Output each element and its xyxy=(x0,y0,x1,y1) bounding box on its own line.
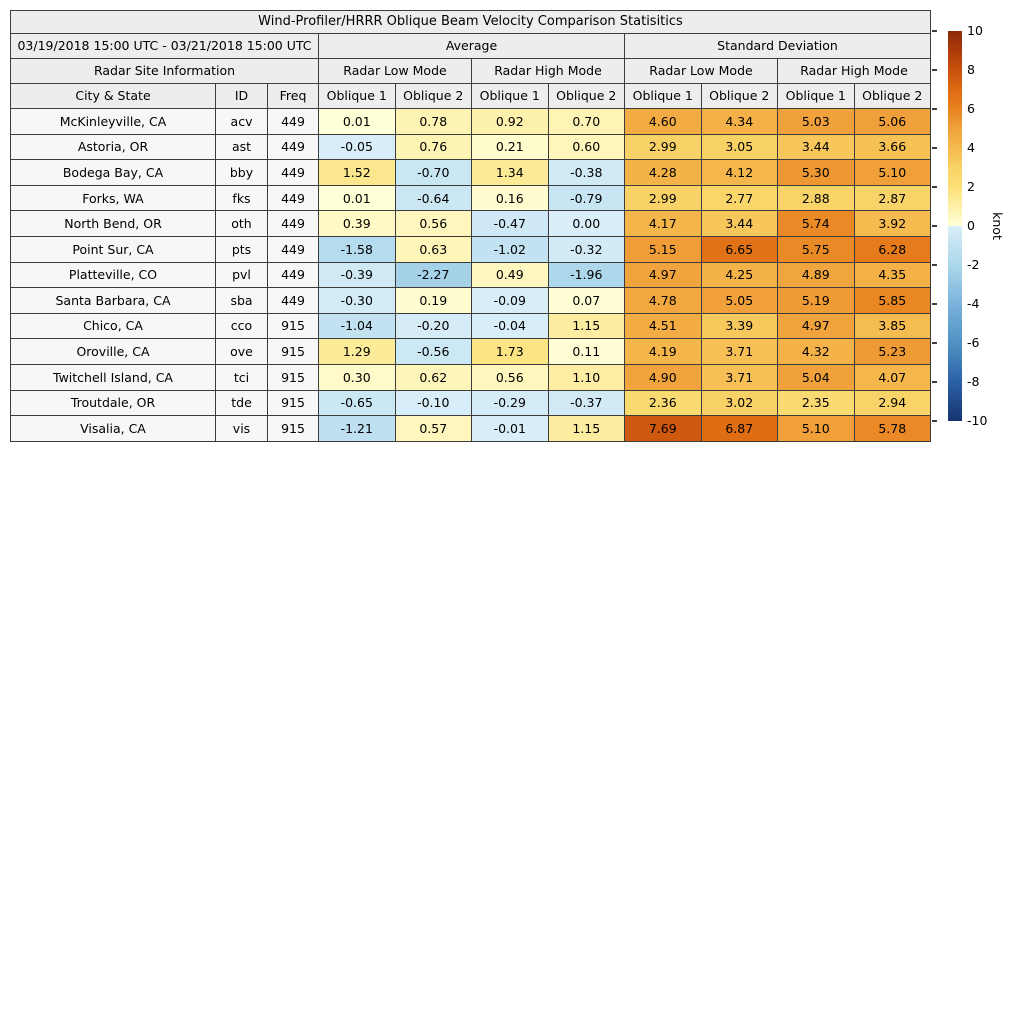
city-cell: Visalia, CA xyxy=(11,416,216,442)
table-row xyxy=(11,160,931,186)
value-cell: -1.21 xyxy=(319,416,396,442)
value-cell: 0.56 xyxy=(395,211,472,237)
id-cell: ast xyxy=(216,134,268,160)
id-cell: pvl xyxy=(216,262,268,288)
axis-tick xyxy=(932,381,937,383)
colorbar-gradient xyxy=(948,31,962,421)
id-cell: bby xyxy=(216,160,268,186)
id-cell: cco xyxy=(216,313,268,339)
axis-tick xyxy=(932,69,937,71)
city-cell: Chico, CA xyxy=(11,313,216,339)
value-cell: -0.65 xyxy=(319,390,396,416)
value-cell: 2.88 xyxy=(778,185,855,211)
colorbar-tick-label: -8 xyxy=(967,374,980,389)
table-row xyxy=(11,390,931,416)
table-body xyxy=(11,109,931,442)
freq-cell: 449 xyxy=(268,211,319,237)
value-cell: 5.30 xyxy=(778,160,855,186)
value-cell: 1.29 xyxy=(319,339,396,365)
table-row xyxy=(11,313,931,339)
axis-tick xyxy=(932,420,937,422)
colorbar-axis-label: knot xyxy=(990,212,1005,240)
colorbar-tick-label: 6 xyxy=(967,101,975,116)
value-cell: 7.69 xyxy=(625,416,702,442)
value-cell: 1.15 xyxy=(548,416,625,442)
value-cell: 3.44 xyxy=(701,211,778,237)
table-row xyxy=(11,211,931,237)
section-header-row xyxy=(11,34,931,59)
value-cell: 0.01 xyxy=(319,185,396,211)
table-row xyxy=(11,185,931,211)
colorbar-tick-label: 2 xyxy=(967,179,975,194)
id-cell: ove xyxy=(216,339,268,365)
value-cell: 2.99 xyxy=(625,185,702,211)
value-cell: 5.78 xyxy=(854,416,931,442)
value-cell: 0.16 xyxy=(472,185,549,211)
value-cell: -0.47 xyxy=(472,211,549,237)
value-cell: 5.75 xyxy=(778,236,855,262)
value-cell: -0.10 xyxy=(395,390,472,416)
value-cell: 0.39 xyxy=(319,211,396,237)
value-cell: 0.11 xyxy=(548,339,625,365)
stats-table-wrap xyxy=(10,10,931,442)
axis-tick xyxy=(932,303,937,305)
header-avg-low-mode: Radar Low Mode xyxy=(319,59,472,84)
value-cell: 0.70 xyxy=(548,109,625,135)
value-cell: 5.10 xyxy=(778,416,855,442)
date-range: 03/19/2018 15:00 UTC - 03/21/2018 15:00 UTC xyxy=(11,34,319,59)
value-cell: -0.04 xyxy=(472,313,549,339)
header-standard-deviation: Standard Deviation xyxy=(625,34,931,59)
value-cell: 4.78 xyxy=(625,288,702,314)
value-cell: -0.64 xyxy=(395,185,472,211)
value-cell: 0.92 xyxy=(472,109,549,135)
colorbar-tick-label: -10 xyxy=(967,413,988,428)
value-cell: 4.12 xyxy=(701,160,778,186)
freq-cell: 449 xyxy=(268,288,319,314)
value-cell: 5.19 xyxy=(778,288,855,314)
city-cell: Bodega Bay, CA xyxy=(11,160,216,186)
value-cell: 0.56 xyxy=(472,364,549,390)
value-cell: 4.07 xyxy=(854,364,931,390)
colorbar-tick-label: 8 xyxy=(967,62,975,77)
value-cell: 4.17 xyxy=(625,211,702,237)
axis-tick xyxy=(932,108,937,110)
value-cell: 3.92 xyxy=(854,211,931,237)
value-cell: -1.04 xyxy=(319,313,396,339)
value-cell: 3.39 xyxy=(701,313,778,339)
value-cell: 0.76 xyxy=(395,134,472,160)
value-cell: -0.32 xyxy=(548,236,625,262)
value-cell: 4.89 xyxy=(778,262,855,288)
value-cell: 3.05 xyxy=(701,134,778,160)
value-cell: 4.90 xyxy=(625,364,702,390)
axis-tick xyxy=(932,342,937,344)
value-cell: 0.78 xyxy=(395,109,472,135)
freq-cell: 449 xyxy=(268,160,319,186)
value-cell: 6.65 xyxy=(701,236,778,262)
value-cell: 5.03 xyxy=(778,109,855,135)
axis-tick xyxy=(932,186,937,188)
title-row xyxy=(11,11,931,34)
axis-tick xyxy=(932,264,937,266)
table-row xyxy=(11,262,931,288)
value-cell: 4.97 xyxy=(778,313,855,339)
header-avg-high-mode: Radar High Mode xyxy=(472,59,625,84)
value-cell: 4.34 xyxy=(701,109,778,135)
freq-cell: 449 xyxy=(268,236,319,262)
col-header-oblique: Oblique 2 xyxy=(701,84,778,109)
value-cell: 2.87 xyxy=(854,185,931,211)
value-cell: -0.79 xyxy=(548,185,625,211)
value-cell: -0.29 xyxy=(472,390,549,416)
table-row xyxy=(11,288,931,314)
table-row xyxy=(11,236,931,262)
value-cell: 1.73 xyxy=(472,339,549,365)
value-cell: 4.25 xyxy=(701,262,778,288)
city-cell: Twitchell Island, CA xyxy=(11,364,216,390)
value-cell: 0.07 xyxy=(548,288,625,314)
colorbar-tick-label: -4 xyxy=(967,296,980,311)
city-cell: Santa Barbara, CA xyxy=(11,288,216,314)
table-row xyxy=(11,109,931,135)
axis-tick xyxy=(932,30,937,32)
city-cell: Forks, WA xyxy=(11,185,216,211)
value-cell: 1.10 xyxy=(548,364,625,390)
value-cell: -0.38 xyxy=(548,160,625,186)
value-cell: 0.21 xyxy=(472,134,549,160)
freq-cell: 915 xyxy=(268,313,319,339)
id-cell: pts xyxy=(216,236,268,262)
city-cell: Troutdale, OR xyxy=(11,390,216,416)
city-cell: Astoria, OR xyxy=(11,134,216,160)
colorbar-tick-label: 0 xyxy=(967,218,975,233)
id-cell: vis xyxy=(216,416,268,442)
freq-cell: 915 xyxy=(268,339,319,365)
value-cell: 3.71 xyxy=(701,364,778,390)
col-header-oblique: Oblique 2 xyxy=(854,84,931,109)
value-cell: 4.97 xyxy=(625,262,702,288)
value-cell: -0.39 xyxy=(319,262,396,288)
value-cell: 0.01 xyxy=(319,109,396,135)
value-cell: 0.62 xyxy=(395,364,472,390)
col-header-oblique: Oblique 2 xyxy=(395,84,472,109)
city-cell: North Bend, OR xyxy=(11,211,216,237)
value-cell: -2.27 xyxy=(395,262,472,288)
colorbar-tick-label: 10 xyxy=(967,23,983,38)
freq-cell: 449 xyxy=(268,262,319,288)
value-cell: -1.58 xyxy=(319,236,396,262)
value-cell: 2.35 xyxy=(778,390,855,416)
header-std-low-mode: Radar Low Mode xyxy=(625,59,778,84)
value-cell: 3.44 xyxy=(778,134,855,160)
freq-cell: 449 xyxy=(268,134,319,160)
value-cell: 5.85 xyxy=(854,288,931,314)
col-header-id: ID xyxy=(216,84,268,109)
table-row xyxy=(11,339,931,365)
value-cell: 0.57 xyxy=(395,416,472,442)
col-header-oblique: Oblique 1 xyxy=(625,84,702,109)
value-cell: 0.00 xyxy=(548,211,625,237)
freq-cell: 915 xyxy=(268,416,319,442)
value-cell: 6.87 xyxy=(701,416,778,442)
city-cell: Point Sur, CA xyxy=(11,236,216,262)
column-header-row xyxy=(11,84,931,109)
value-cell: 4.35 xyxy=(854,262,931,288)
value-cell: -0.56 xyxy=(395,339,472,365)
value-cell: 0.63 xyxy=(395,236,472,262)
value-cell: 3.85 xyxy=(854,313,931,339)
header-std-high-mode: Radar High Mode xyxy=(778,59,931,84)
colorbar-tick-label: 4 xyxy=(967,140,975,155)
value-cell: 4.19 xyxy=(625,339,702,365)
value-cell: 4.32 xyxy=(778,339,855,365)
value-cell: 0.19 xyxy=(395,288,472,314)
freq-cell: 449 xyxy=(268,185,319,211)
value-cell: 0.49 xyxy=(472,262,549,288)
value-cell: 2.94 xyxy=(854,390,931,416)
value-cell: 5.74 xyxy=(778,211,855,237)
value-cell: 1.52 xyxy=(319,160,396,186)
value-cell: -0.70 xyxy=(395,160,472,186)
value-cell: 3.02 xyxy=(701,390,778,416)
value-cell: 6.28 xyxy=(854,236,931,262)
value-cell: -1.96 xyxy=(548,262,625,288)
value-cell: 2.36 xyxy=(625,390,702,416)
value-cell: 2.77 xyxy=(701,185,778,211)
axis-tick xyxy=(932,147,937,149)
value-cell: 4.28 xyxy=(625,160,702,186)
id-cell: tci xyxy=(216,364,268,390)
table-row xyxy=(11,364,931,390)
id-cell: oth xyxy=(216,211,268,237)
value-cell: 3.71 xyxy=(701,339,778,365)
col-header-city-state: City & State xyxy=(11,84,216,109)
value-cell: -0.09 xyxy=(472,288,549,314)
freq-cell: 915 xyxy=(268,364,319,390)
freq-cell: 915 xyxy=(268,390,319,416)
col-header-oblique: Oblique 1 xyxy=(472,84,549,109)
chart-title: Wind-Profiler/HRRR Oblique Beam Velocity Comparison Statisitics xyxy=(11,11,931,34)
value-cell: -0.05 xyxy=(319,134,396,160)
colorbar-tick-label: -6 xyxy=(967,335,980,350)
value-cell: 3.66 xyxy=(854,134,931,160)
value-cell: -0.37 xyxy=(548,390,625,416)
value-cell: 5.05 xyxy=(701,288,778,314)
value-cell: -0.30 xyxy=(319,288,396,314)
value-cell: 5.10 xyxy=(854,160,931,186)
id-cell: fks xyxy=(216,185,268,211)
header-average: Average xyxy=(319,34,625,59)
value-cell: -1.02 xyxy=(472,236,549,262)
col-header-oblique: Oblique 1 xyxy=(319,84,396,109)
col-header-freq: Freq xyxy=(268,84,319,109)
value-cell: 4.51 xyxy=(625,313,702,339)
table-row xyxy=(11,134,931,160)
city-cell: Oroville, CA xyxy=(11,339,216,365)
value-cell: 0.30 xyxy=(319,364,396,390)
value-cell: 1.15 xyxy=(548,313,625,339)
value-cell: 5.15 xyxy=(625,236,702,262)
city-cell: McKinleyville, CA xyxy=(11,109,216,135)
mode-header-row xyxy=(11,59,931,84)
value-cell: 2.99 xyxy=(625,134,702,160)
id-cell: sba xyxy=(216,288,268,314)
id-cell: acv xyxy=(216,109,268,135)
stats-table xyxy=(10,10,931,442)
value-cell: 5.06 xyxy=(854,109,931,135)
value-cell: -0.20 xyxy=(395,313,472,339)
value-cell: 5.04 xyxy=(778,364,855,390)
colorbar-tick-label: -2 xyxy=(967,257,980,272)
id-cell: tde xyxy=(216,390,268,416)
value-cell: 1.34 xyxy=(472,160,549,186)
value-cell: 0.60 xyxy=(548,134,625,160)
axis-tick xyxy=(932,225,937,227)
col-header-oblique: Oblique 1 xyxy=(778,84,855,109)
value-cell: 5.23 xyxy=(854,339,931,365)
table-row xyxy=(11,416,931,442)
value-cell: -0.01 xyxy=(472,416,549,442)
city-cell: Platteville, CO xyxy=(11,262,216,288)
col-header-oblique: Oblique 2 xyxy=(548,84,625,109)
header-radar-site-info: Radar Site Information xyxy=(11,59,319,84)
value-cell: 4.60 xyxy=(625,109,702,135)
freq-cell: 449 xyxy=(268,109,319,135)
